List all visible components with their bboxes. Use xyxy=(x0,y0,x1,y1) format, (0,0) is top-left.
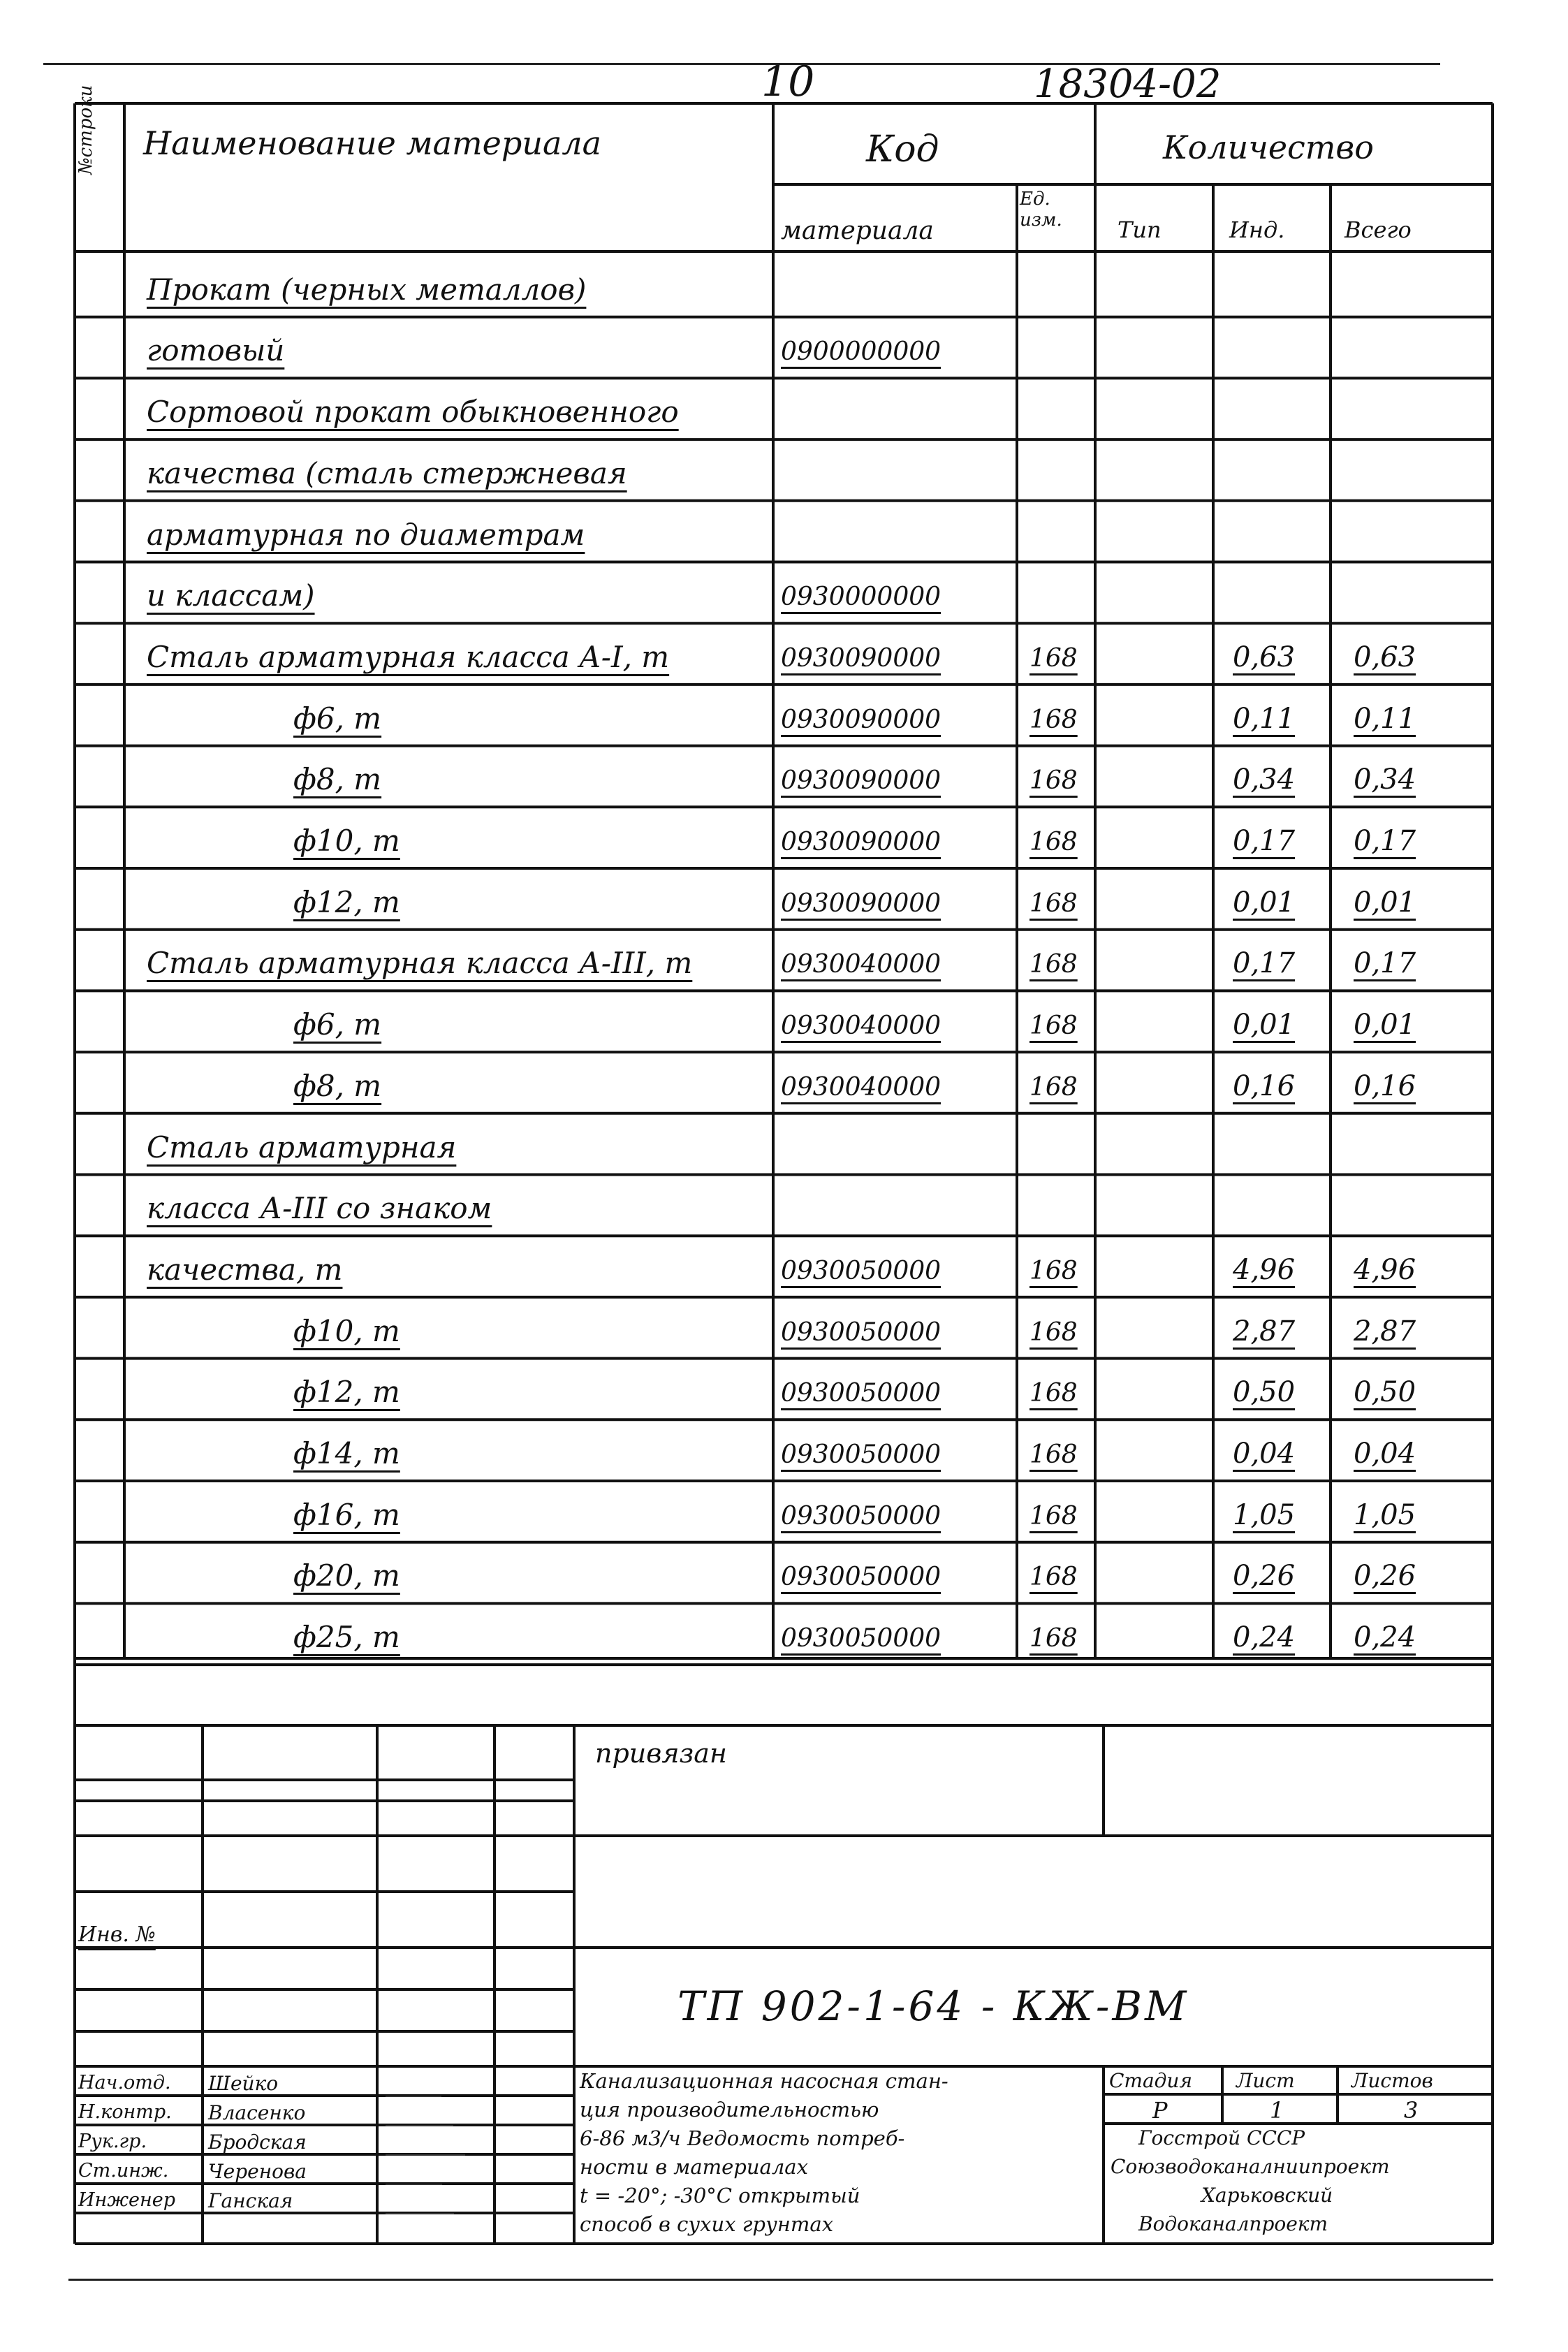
row-total: 2,87 xyxy=(1354,1315,1416,1347)
signatory-role: Нач.отд. xyxy=(78,2072,171,2094)
row-unit: 168 xyxy=(1030,1440,1078,1469)
row-unit: 168 xyxy=(1030,889,1078,918)
row-total: 0,26 xyxy=(1354,1560,1416,1593)
row-name: и классам) xyxy=(147,578,315,613)
signature-mark xyxy=(386,2070,441,2097)
signatory-role: Инженер xyxy=(78,2189,176,2211)
row-unit: 168 xyxy=(1030,1501,1078,1531)
signature-mark xyxy=(386,2129,465,2156)
signatory-name: Власенко xyxy=(208,2101,306,2124)
row-code: 0930090000 xyxy=(781,705,941,734)
row-name: качества, т xyxy=(147,1252,343,1287)
row-individual: 0,17 xyxy=(1233,947,1296,980)
row-unit: 168 xyxy=(1030,766,1078,796)
row-total: 0,04 xyxy=(1354,1438,1416,1470)
column-header-individual: Инд. xyxy=(1229,217,1285,243)
row-name: ф6, т xyxy=(293,1007,382,1042)
sheets-count-value: 3 xyxy=(1404,2097,1419,2124)
row-code: 0930090000 xyxy=(781,766,941,796)
column-header-row-number: №строки xyxy=(75,85,96,175)
row-code: 0930090000 xyxy=(781,889,941,918)
sheets-count-label: Листов xyxy=(1351,2069,1433,2092)
description-line: ция производительностью xyxy=(580,2098,879,2121)
row-name: качества (сталь стержневая xyxy=(147,455,627,490)
row-name: Прокат (черных металлов) xyxy=(147,272,587,307)
row-code: 0930040000 xyxy=(781,950,941,979)
row-individual: 0,04 xyxy=(1233,1438,1296,1470)
row-total: 4,96 xyxy=(1354,1253,1416,1286)
row-name: ф8, т xyxy=(293,1068,382,1103)
row-individual: 0,01 xyxy=(1233,1009,1296,1042)
description-line: t = -20°; -30°C открытый xyxy=(580,2184,860,2207)
row-total: 0,34 xyxy=(1354,764,1416,796)
description-line: 6-86 м3/ч Ведомость потреб- xyxy=(580,2126,905,2150)
row-unit: 168 xyxy=(1030,1317,1078,1347)
row-name: Сталь арматурная класса А-III, т xyxy=(147,946,693,981)
signature-mark xyxy=(386,2100,453,2126)
row-individual: 0,50 xyxy=(1233,1376,1296,1409)
row-name: ф10, т xyxy=(293,824,400,858)
row-code: 0930040000 xyxy=(781,1011,941,1041)
row-individual: 0,16 xyxy=(1233,1069,1296,1102)
row-individual: 0,24 xyxy=(1233,1621,1296,1654)
column-header-code: материала xyxy=(781,217,934,245)
organization-line: Госстрой СССР xyxy=(1138,2126,1305,2149)
row-name: ф14, т xyxy=(293,1436,400,1470)
row-unit: 168 xyxy=(1030,1256,1078,1285)
row-code: 0930040000 xyxy=(781,1072,941,1102)
signatory-role: Н.контр. xyxy=(78,2101,172,2123)
row-unit: 168 xyxy=(1030,705,1078,734)
stage-value: Р xyxy=(1152,2097,1168,2124)
row-unit: 168 xyxy=(1030,1072,1078,1102)
signatory-name: Черенова xyxy=(208,2160,307,2183)
linked-label: привязан xyxy=(595,1738,727,1769)
row-total: 1,05 xyxy=(1354,1498,1416,1531)
row-individual: 0,17 xyxy=(1233,825,1296,857)
row-unit: 168 xyxy=(1030,643,1078,673)
row-total: 0,50 xyxy=(1354,1376,1416,1409)
row-name: ф20, т xyxy=(293,1558,400,1593)
description-line: способ в сухих грунтах xyxy=(580,2212,834,2236)
row-name: ф25, т xyxy=(293,1620,400,1655)
signatory-name: Шейко xyxy=(208,2072,279,2095)
row-individual: 0,63 xyxy=(1233,641,1296,673)
organization-line: Союзводоканалниипроект xyxy=(1111,2155,1390,2178)
row-unit: 168 xyxy=(1030,1624,1078,1653)
row-code: 0900000000 xyxy=(781,337,941,367)
row-total: 0,01 xyxy=(1354,1009,1416,1042)
row-total: 0,17 xyxy=(1354,947,1416,980)
row-name: Сталь арматурная класса А-I, т xyxy=(147,639,670,674)
sheet-value: 1 xyxy=(1270,2097,1284,2124)
row-total: 0,24 xyxy=(1354,1621,1416,1654)
row-code: 0930050000 xyxy=(781,1317,941,1347)
row-name: ф12, т xyxy=(293,1375,400,1410)
row-code: 0930050000 xyxy=(781,1563,941,1592)
stage-label: Стадия xyxy=(1109,2069,1192,2092)
row-total: 0,17 xyxy=(1354,825,1416,857)
signatory-name: Ганская xyxy=(208,2189,293,2212)
signature-mark xyxy=(386,2159,442,2185)
sheet-number: 10 xyxy=(761,57,815,106)
row-individual: 0,34 xyxy=(1233,764,1296,796)
row-name: Сортовой прокат обыкновенного xyxy=(147,395,679,430)
column-header-name: Наименование материала xyxy=(143,124,602,162)
row-name: ф6, т xyxy=(293,701,382,736)
description-line: ности в материалах xyxy=(580,2155,808,2179)
row-individual: 0,01 xyxy=(1233,886,1296,919)
row-code: 0930050000 xyxy=(781,1624,941,1653)
row-code: 0930090000 xyxy=(781,828,941,856)
row-unit: 168 xyxy=(1030,828,1078,856)
signature-mark xyxy=(386,2188,454,2214)
row-name: ф12, т xyxy=(293,884,400,919)
row-name: арматурная по диаметрам xyxy=(147,517,585,552)
row-unit: 168 xyxy=(1030,1563,1078,1592)
project-code: ТП 902-1-64 - КЖ-ВМ xyxy=(677,1982,1189,2030)
description-line: Канализационная насосная стан- xyxy=(580,2069,948,2093)
row-total: 0,16 xyxy=(1354,1069,1416,1102)
column-header-unit: Ед. изм. xyxy=(1020,189,1062,231)
row-individual: 0,11 xyxy=(1233,702,1296,735)
row-code: 0930050000 xyxy=(781,1440,941,1469)
row-code: 0930050000 xyxy=(781,1379,941,1408)
row-name: ф8, т xyxy=(293,762,382,797)
row-code: 0930090000 xyxy=(781,643,941,673)
column-header-code-group: Код xyxy=(866,129,939,170)
row-name: готовый xyxy=(147,333,285,368)
row-unit: 168 xyxy=(1030,950,1078,979)
row-code: 0930050000 xyxy=(781,1501,941,1531)
row-code: 0930000000 xyxy=(781,583,941,612)
row-name: ф16, т xyxy=(293,1497,400,1532)
row-name: Сталь арматурная xyxy=(147,1130,457,1164)
organization-line: Харьковский xyxy=(1201,2184,1333,2207)
row-total: 0,11 xyxy=(1354,702,1416,735)
sheet-label: Лист xyxy=(1236,2069,1295,2092)
row-individual: 0,26 xyxy=(1233,1560,1296,1593)
inventory-number-label: Инв. № xyxy=(78,1922,156,1947)
document-code: 18304-02 xyxy=(1034,61,1222,107)
organization-line: Водоканалпроект xyxy=(1138,2212,1328,2235)
row-total: 0,63 xyxy=(1354,641,1416,673)
row-individual: 4,96 xyxy=(1233,1253,1296,1286)
signatory-role: Ст.инж. xyxy=(78,2160,169,2182)
row-code: 0930050000 xyxy=(781,1256,941,1285)
row-total: 0,01 xyxy=(1354,886,1416,919)
row-unit: 168 xyxy=(1030,1379,1078,1408)
column-header-quantity-group: Количество xyxy=(1163,129,1374,166)
signatory-name: Бродская xyxy=(208,2131,307,2154)
signatory-role: Рук.гр. xyxy=(78,2131,147,2152)
row-name: ф10, т xyxy=(293,1313,400,1348)
column-header-type: Тип xyxy=(1118,217,1162,243)
row-individual: 1,05 xyxy=(1233,1498,1296,1531)
row-unit: 168 xyxy=(1030,1011,1078,1041)
row-name: класса А-III со знаком xyxy=(147,1191,492,1226)
row-individual: 2,87 xyxy=(1233,1315,1296,1347)
column-header-total: Всего xyxy=(1344,217,1412,243)
